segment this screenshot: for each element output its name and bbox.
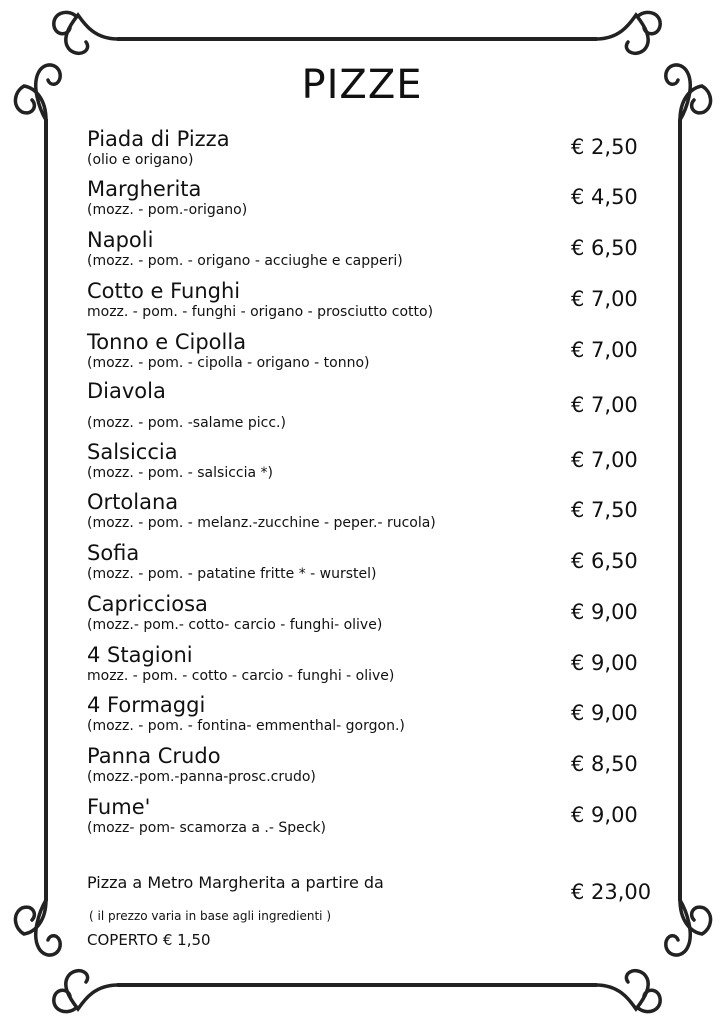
menu-item	[87, 541, 647, 591]
item-description: (mozz. - pom. - melanz.-zucchine - peper.- rucola)	[87, 515, 436, 531]
item-price: € 9,00	[571, 600, 638, 624]
item-description: (mozz.- pom.- cotto- carcio - funghi- olive)	[87, 617, 383, 633]
item-price: € 6,50	[571, 549, 638, 573]
coperto-label: COPERTO € 1,50	[87, 931, 211, 949]
item-price: € 9,00	[571, 651, 638, 675]
item-name: Capricciosa	[87, 592, 208, 616]
menu-title: PIZZE	[301, 62, 423, 108]
item-price: € 4,50	[571, 185, 638, 209]
item-price: € 7,00	[571, 287, 638, 311]
item-price: € 6,50	[571, 236, 638, 260]
item-name: Napoli	[87, 228, 154, 252]
item-description: mozz. - pom. - cotto - carcio - funghi - olive)	[87, 668, 395, 684]
item-description: mozz. - pom. - funghi - origano - prosciutto cotto)	[87, 304, 434, 320]
item-description: (mozz. - pom. - salsiccia *)	[87, 465, 273, 481]
item-name: Cotto e Funghi	[87, 279, 241, 303]
item-description: (mozz. - pom. - fontina- emmenthal- gorgon.)	[87, 718, 405, 734]
item-price: € 7,00	[571, 448, 638, 472]
item-name: Sofia	[87, 541, 140, 565]
menu-item	[87, 228, 647, 278]
item-price: € 8,50	[571, 752, 638, 776]
item-name: 4 Formaggi	[87, 693, 206, 717]
menu-item	[87, 795, 647, 845]
item-name: Salsiccia	[87, 440, 178, 464]
item-description: (olio e origano)	[87, 152, 194, 168]
item-name: 4 Stagioni	[87, 643, 193, 667]
item-name: Piada di Pizza	[87, 127, 230, 151]
item-price: € 7,00	[571, 338, 638, 362]
menu-item	[87, 693, 647, 743]
metro-note: ( il prezzo varia in base agli ingredienti )	[89, 909, 332, 923]
item-description: (mozz. - pom. - patatine fritte * - wurstel)	[87, 566, 377, 582]
menu-item	[87, 643, 647, 693]
item-name: Panna Crudo	[87, 744, 221, 768]
item-name: Diavola	[87, 379, 166, 403]
item-price: € 9,00	[571, 701, 638, 725]
menu-item	[87, 330, 647, 380]
item-name: Margherita	[87, 177, 202, 201]
item-description: (mozz. - pom. - origano - acciughe e capperi)	[87, 253, 403, 269]
item-name: Ortolana	[87, 490, 179, 514]
item-price: € 2,50	[571, 135, 638, 159]
item-description: (mozz.-pom.-panna-prosc.crudo)	[87, 769, 316, 785]
menu-item	[87, 440, 647, 490]
item-description: (mozz. - pom.-origano)	[87, 202, 248, 218]
item-price: € 7,00	[571, 393, 638, 417]
item-price: € 9,00	[571, 803, 638, 827]
menu-item	[87, 490, 647, 540]
menu-item	[87, 744, 647, 794]
menu-item	[87, 177, 647, 227]
item-description: (mozz. - pom. - cipolla - origano - tonno)	[87, 355, 370, 371]
menu-item	[87, 592, 647, 642]
item-name: Fume'	[87, 795, 151, 819]
metro-label: Pizza a Metro Margherita a partire da	[87, 873, 384, 892]
item-description: (mozz. - pom. -salame picc.)	[87, 415, 286, 431]
item-description: (mozz- pom- scamorza a .- Speck)	[87, 820, 326, 836]
item-name: Tonno e Cipolla	[87, 330, 247, 354]
menu-item	[87, 379, 647, 429]
metro-price: € 23,00	[571, 880, 652, 904]
item-price: € 7,50	[571, 498, 638, 522]
menu-item	[87, 127, 647, 177]
menu-item	[87, 279, 647, 329]
